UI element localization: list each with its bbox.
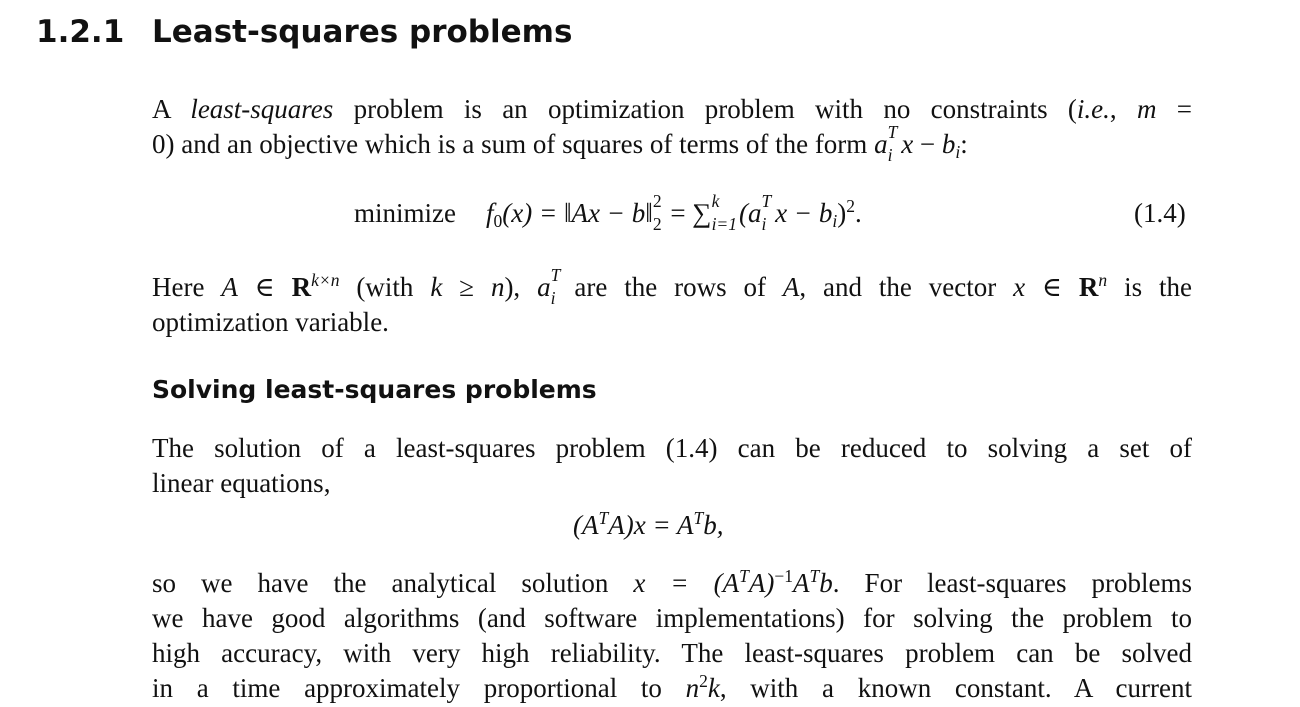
para1-line1: A least-squares problem is an optimization problem with no constraints (i.e., m = (152, 94, 1192, 124)
term-least-squares: least-squares (190, 94, 334, 124)
equation-1-4: minimize $f_0(x)$ = ‖Ax − b‖ 2 2 = ∑ k i=1(a T i $x - b_i)^2$. (354, 191, 862, 234)
section-title: Least-squares problems (152, 14, 573, 50)
normal-equations: $(A^TA)x = A^Tb$, (573, 508, 724, 540)
para2-line2: optimization variable. (152, 307, 389, 337)
para2-line1: Here A ∈ $R^{k\times n}$ (with k ≥ n), a T i are the rows of A, and the vector x ∈ $R^n$ is the (152, 265, 1192, 308)
para4-line1: so we have the analytical solution $x = (A^TA)^{-1}A^Tb$. For least-squares problems (152, 566, 1192, 598)
section-number: 1.2.1 (36, 14, 125, 50)
para4-line2: we have good algorithms (and software implementations) for solving the problem to (152, 603, 1192, 633)
subsection-title: Solving least-squares problems (152, 375, 597, 404)
para3-line2: linear equations, (152, 468, 331, 498)
para3-line1: The solution of a least-squares problem (1.4) can be reduced to solving a set of (152, 433, 1192, 463)
para4-line3: high accuracy, with very high reliability. The least-squares problem can be solved (152, 638, 1192, 668)
equation-label: (1.4) (1134, 198, 1186, 228)
eq-minimize: minimize (354, 198, 456, 228)
para1-line2: 0) and an objective which is a sum of squares of terms of the form a T i $x - b_i$: (152, 122, 968, 165)
para4-line4: in a time approximately proportional to $n^2k$, with a known constant. A current (152, 671, 1192, 703)
